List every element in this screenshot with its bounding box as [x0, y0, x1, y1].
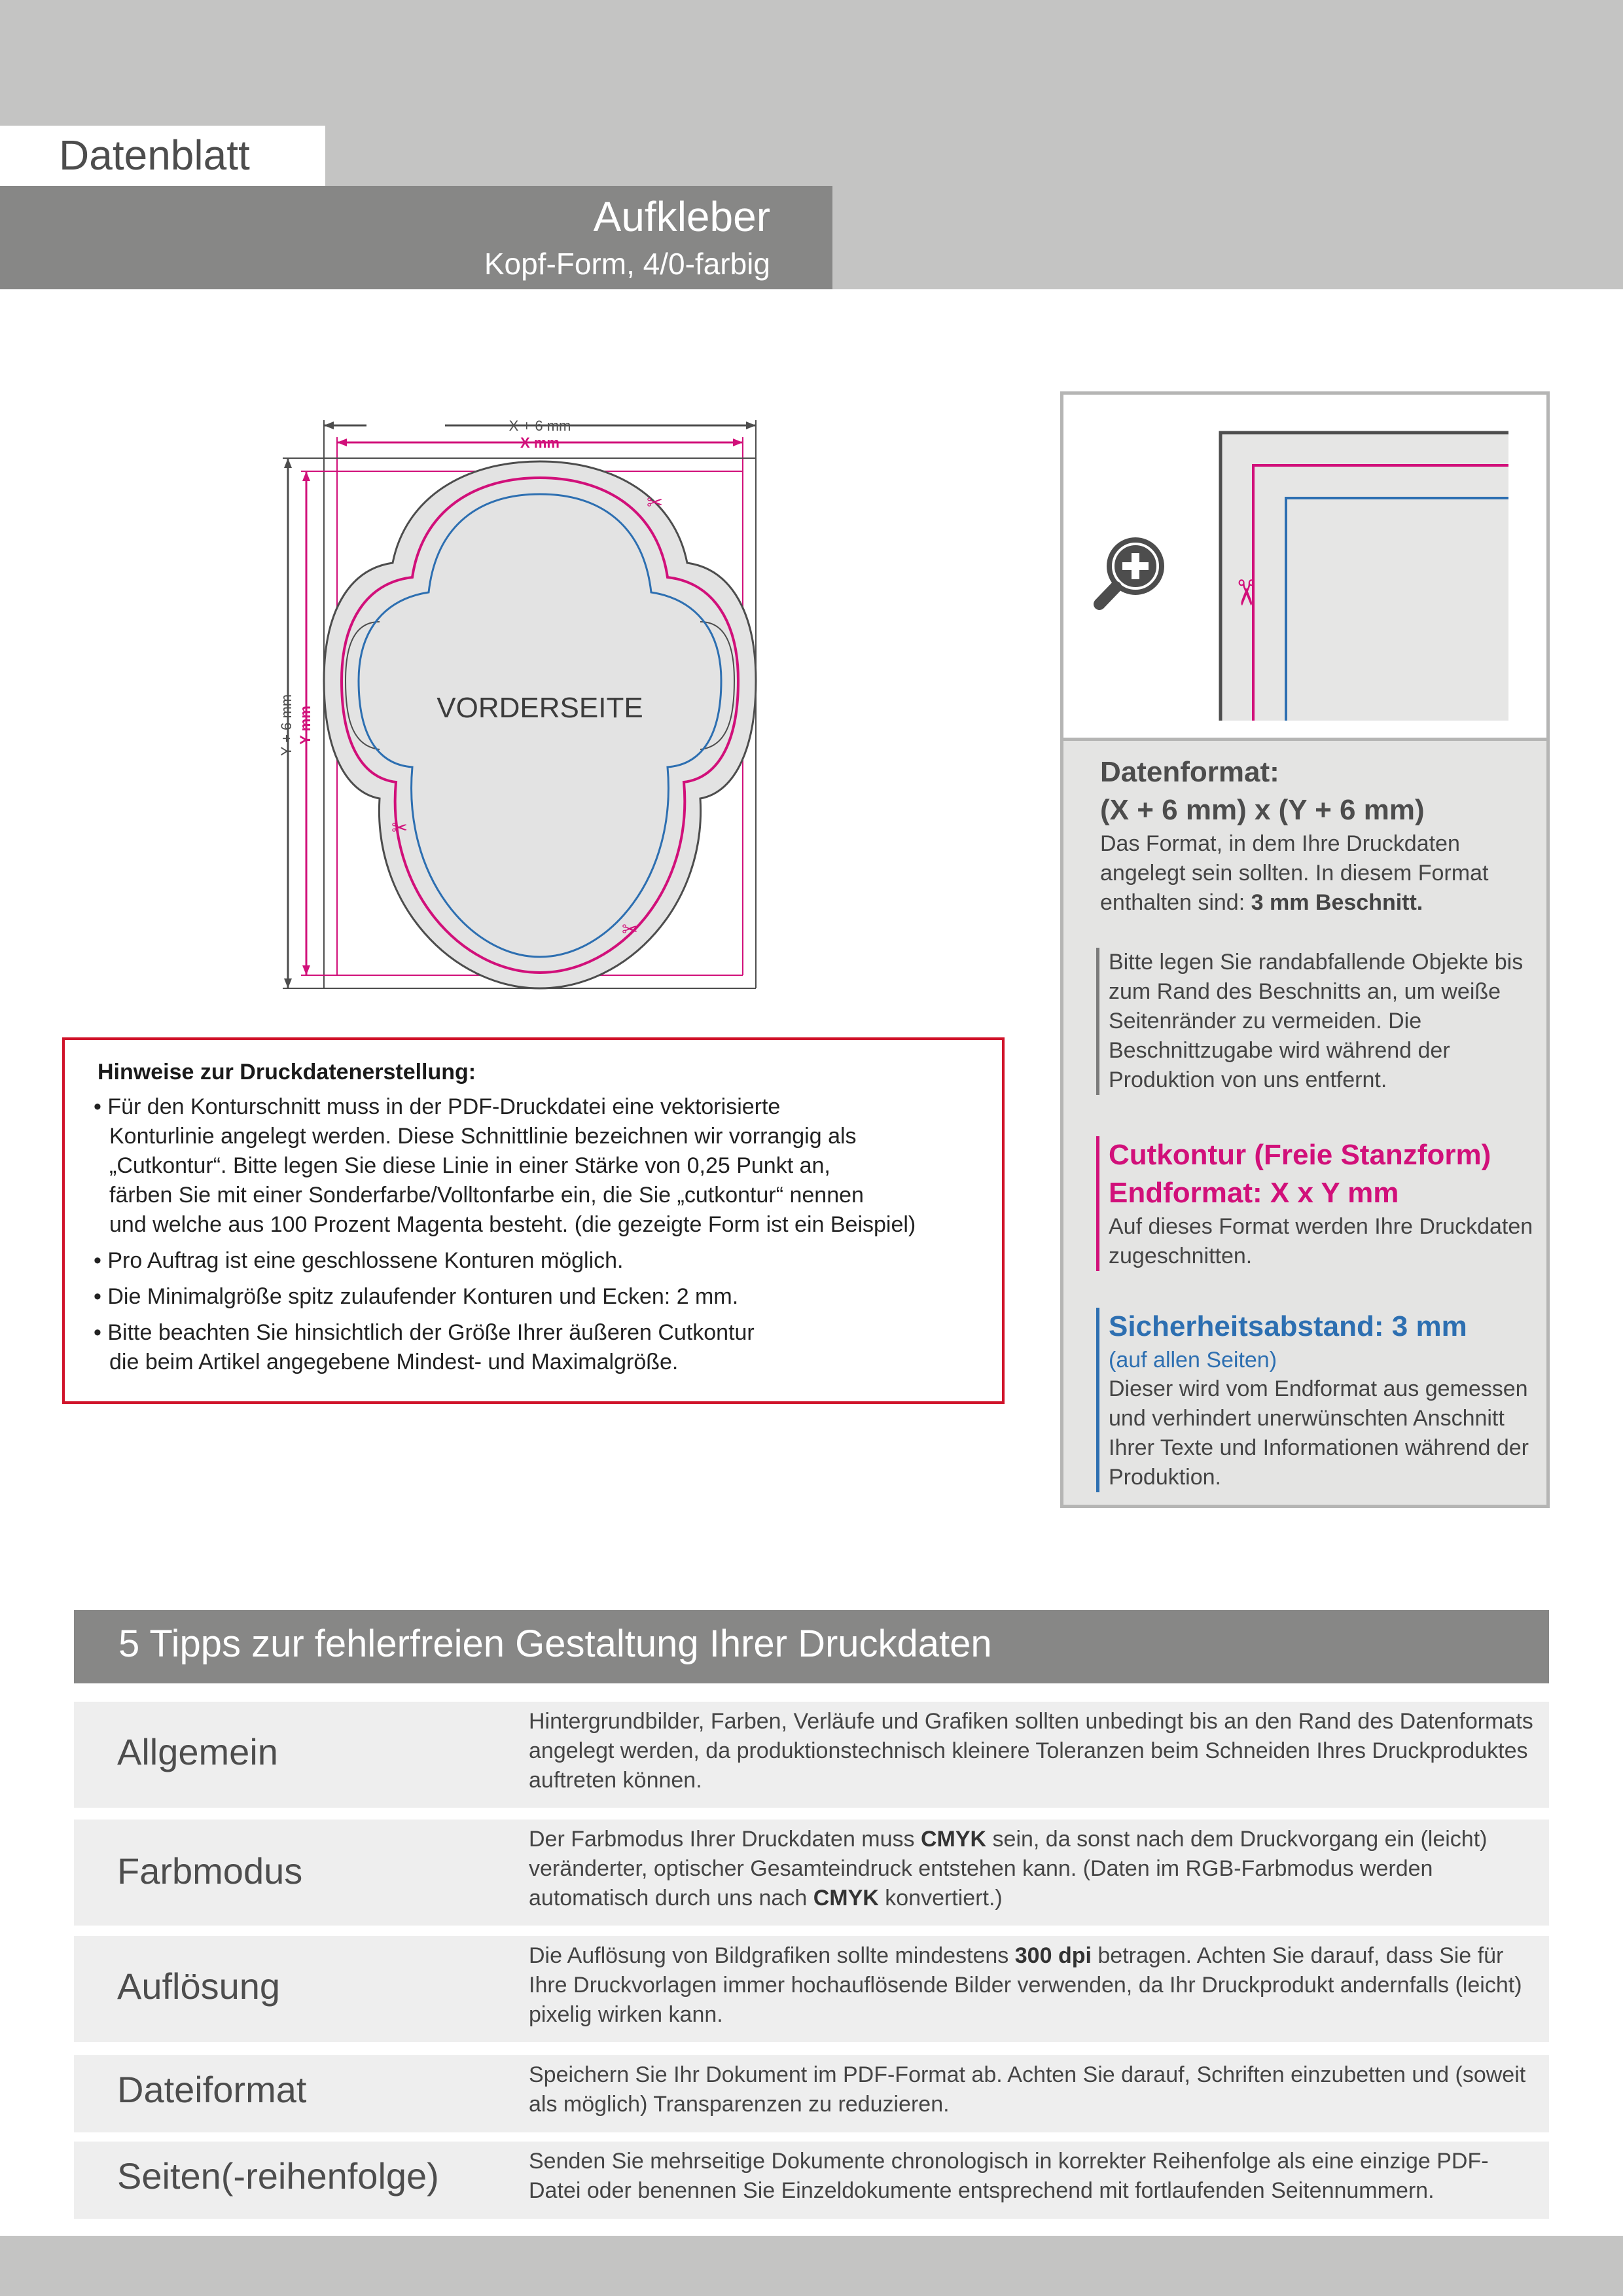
- front-side-label: VORDERSEITE: [437, 692, 643, 724]
- format-legend-panel: [1060, 391, 1550, 1508]
- cut-contour-text: Auf dieses Format werden Ihre Druckdaten zugeschnitten.: [1109, 1214, 1533, 1268]
- print-notes-heading: Hinweise zur Druckdatenerstellung:: [98, 1060, 476, 1085]
- bleed-text: Bitte legen Sie randabfallende Objekte bis zum Rand des Beschnitts an, um weiße Seitenränder zu vermeiden. Die Beschnittzugabe wird während der Produktion von uns entfernt.: [1109, 950, 1524, 1092]
- safety-margin-title: Sicherheitsabstand: 3 mm: [1109, 1310, 1467, 1342]
- scissors-icon: ✂: [391, 817, 408, 840]
- tip-text: Die Auflösung von Bildgrafiken sollte mindestens 300 dpi betragen. Achten Sie darauf, dass Sie für Ihre Druckvorlagen immer hochauflösende Bilder verwenden, da Ihr Druckprodukt andernfalls (leicht) pixelig wirken kann.: [529, 1943, 1522, 2027]
- tips-header: [74, 1610, 1549, 1683]
- tips-heading: 5 Tipps zur fehlerfreien Gestaltung Ihrer Druckdaten: [118, 1623, 992, 1665]
- list-item: • Bitte beachten Sie hinsichtlich der Größe Ihrer äußeren Cutkontur die beim Artikel angegebene Mindest- und Maximalgröße.: [94, 1318, 997, 1377]
- cut-contour-section: [1096, 1136, 1547, 1271]
- print-notes-list: [94, 1092, 997, 1384]
- safety-margin-section: [1096, 1308, 1547, 1492]
- footer-band: [0, 2236, 1623, 2296]
- width-outer-label: X + 6 mm: [508, 418, 571, 434]
- title-bar: [0, 186, 832, 289]
- tip-text: Hintergrundbilder, Farben, Verläufe und Grafiken sollten unbedingt bis an den Rand des Datenformats angelegt werden, da produktionstechnisch kleinere Toleranzen beim Schneiden Ihres Druckproduktes auftreten können.: [529, 1709, 1533, 1793]
- tip-row: [74, 1820, 1549, 1926]
- tip-text: Speichern Sie Ihr Dokument im PDF-Format ab. Achten Sie darauf, Schriften einzubetten und (soweit als möglich) Transparenzen zu reduzieren.: [529, 2062, 1526, 2117]
- scissors-icon: ✂: [647, 492, 664, 514]
- tip-row: [74, 1702, 1549, 1808]
- tip-label: Farbmodus: [117, 1850, 303, 1892]
- tip-text: Senden Sie mehrseitige Dokumente chronologisch in korrekter Reihenfolge als eine einzige PDF-Datei oder benennen Sie Einzeldokumente entsprechend mit fortlaufenden Seitennummern.: [529, 2149, 1489, 2203]
- bleed-section: [1096, 948, 1547, 1095]
- sticker-format-diagram: [275, 406, 779, 995]
- scissors-icon: ✂: [622, 918, 639, 941]
- data-format-section: [1100, 753, 1539, 918]
- print-notes-box: [62, 1037, 1005, 1404]
- tip-row: [74, 2055, 1549, 2132]
- data-format-title: Datenformat:: [1100, 756, 1279, 788]
- zoom-detail-box: [1063, 395, 1546, 741]
- tip-row: [74, 1936, 1549, 2042]
- zoom-in-icon: [1099, 537, 1164, 604]
- bleed-amount: 3 mm Beschnitt.: [1251, 890, 1423, 915]
- doc-type-label: Datenblatt: [59, 132, 250, 179]
- list-item: • Für den Konturschnitt muss in der PDF-Druckdatei eine vektorisierte Konturlinie angelegt werden. Diese Schnittlinie bezeichnen wir vorrangig als „Cutkontur“. Bitte legen Sie diese Linie in einer Stärke von 0,25 Punkt an, färben Sie mit einer Sonderfarbe/Volltonfarbe ein, die Sie „cutkontur“ nennen und welche aus 100 Prozent Magenta besteht. (die gezeigte Form ist ein Beispiel): [94, 1092, 997, 1240]
- data-format-text: Das Format, in dem Ihre Druckdaten angelegt sein sollten. In diesem Format enthalten sind: 3 mm Beschnitt.: [1100, 831, 1489, 915]
- corner-zoom-illustration: [1063, 395, 1546, 738]
- list-item: • Pro Auftrag ist eine geschlossene Konturen möglich.: [94, 1246, 997, 1276]
- bleed-contour: [324, 461, 756, 988]
- product-title: Aufkleber: [593, 193, 770, 240]
- safety-margin-subtitle: (auf allen Seiten): [1109, 1348, 1277, 1372]
- scissors-icon: ✂: [1225, 578, 1266, 608]
- height-inner-label: Y mm: [297, 706, 313, 745]
- tip-label: Dateiformat: [117, 2069, 307, 2110]
- product-subtitle: Kopf-Form, 4/0-farbig: [484, 247, 770, 281]
- tip-row: [74, 2142, 1549, 2219]
- height-outer-label: Y + 6 mm: [278, 694, 294, 757]
- safety-margin-text: Dieser wird vom Endformat aus gemessen und verhindert unerwünschten Anschnitt Ihrer Texte und Informationen während der Produktion.: [1109, 1376, 1529, 1490]
- tip-text: Der Farbmodus Ihrer Druckdaten muss CMYK sein, da sonst nach dem Druckvorgang ein (leicht) veränderter, optischer Gesamteindruck entstehen kann. (Daten im RGB-Farbmodus werden automatisch durch uns nach CMYK konvertiert.): [529, 1827, 1488, 1910]
- tip-label: Allgemein: [117, 1731, 278, 1772]
- end-format-title: Endformat: X x Y mm: [1109, 1177, 1399, 1209]
- list-item: • Die Minimalgröße spitz zulaufender Konturen und Ecken: 2 mm.: [94, 1282, 997, 1312]
- cut-contour-title: Cutkontur (Freie Stanzform): [1109, 1139, 1491, 1171]
- width-inner-label: X mm: [520, 435, 560, 451]
- doc-type-tab: [0, 126, 325, 186]
- tip-label: Auflösung: [117, 1965, 281, 2007]
- tip-label: Seiten(-reihenfolge): [117, 2155, 439, 2197]
- data-format-size: (X + 6 mm) x (Y + 6 mm): [1100, 794, 1425, 826]
